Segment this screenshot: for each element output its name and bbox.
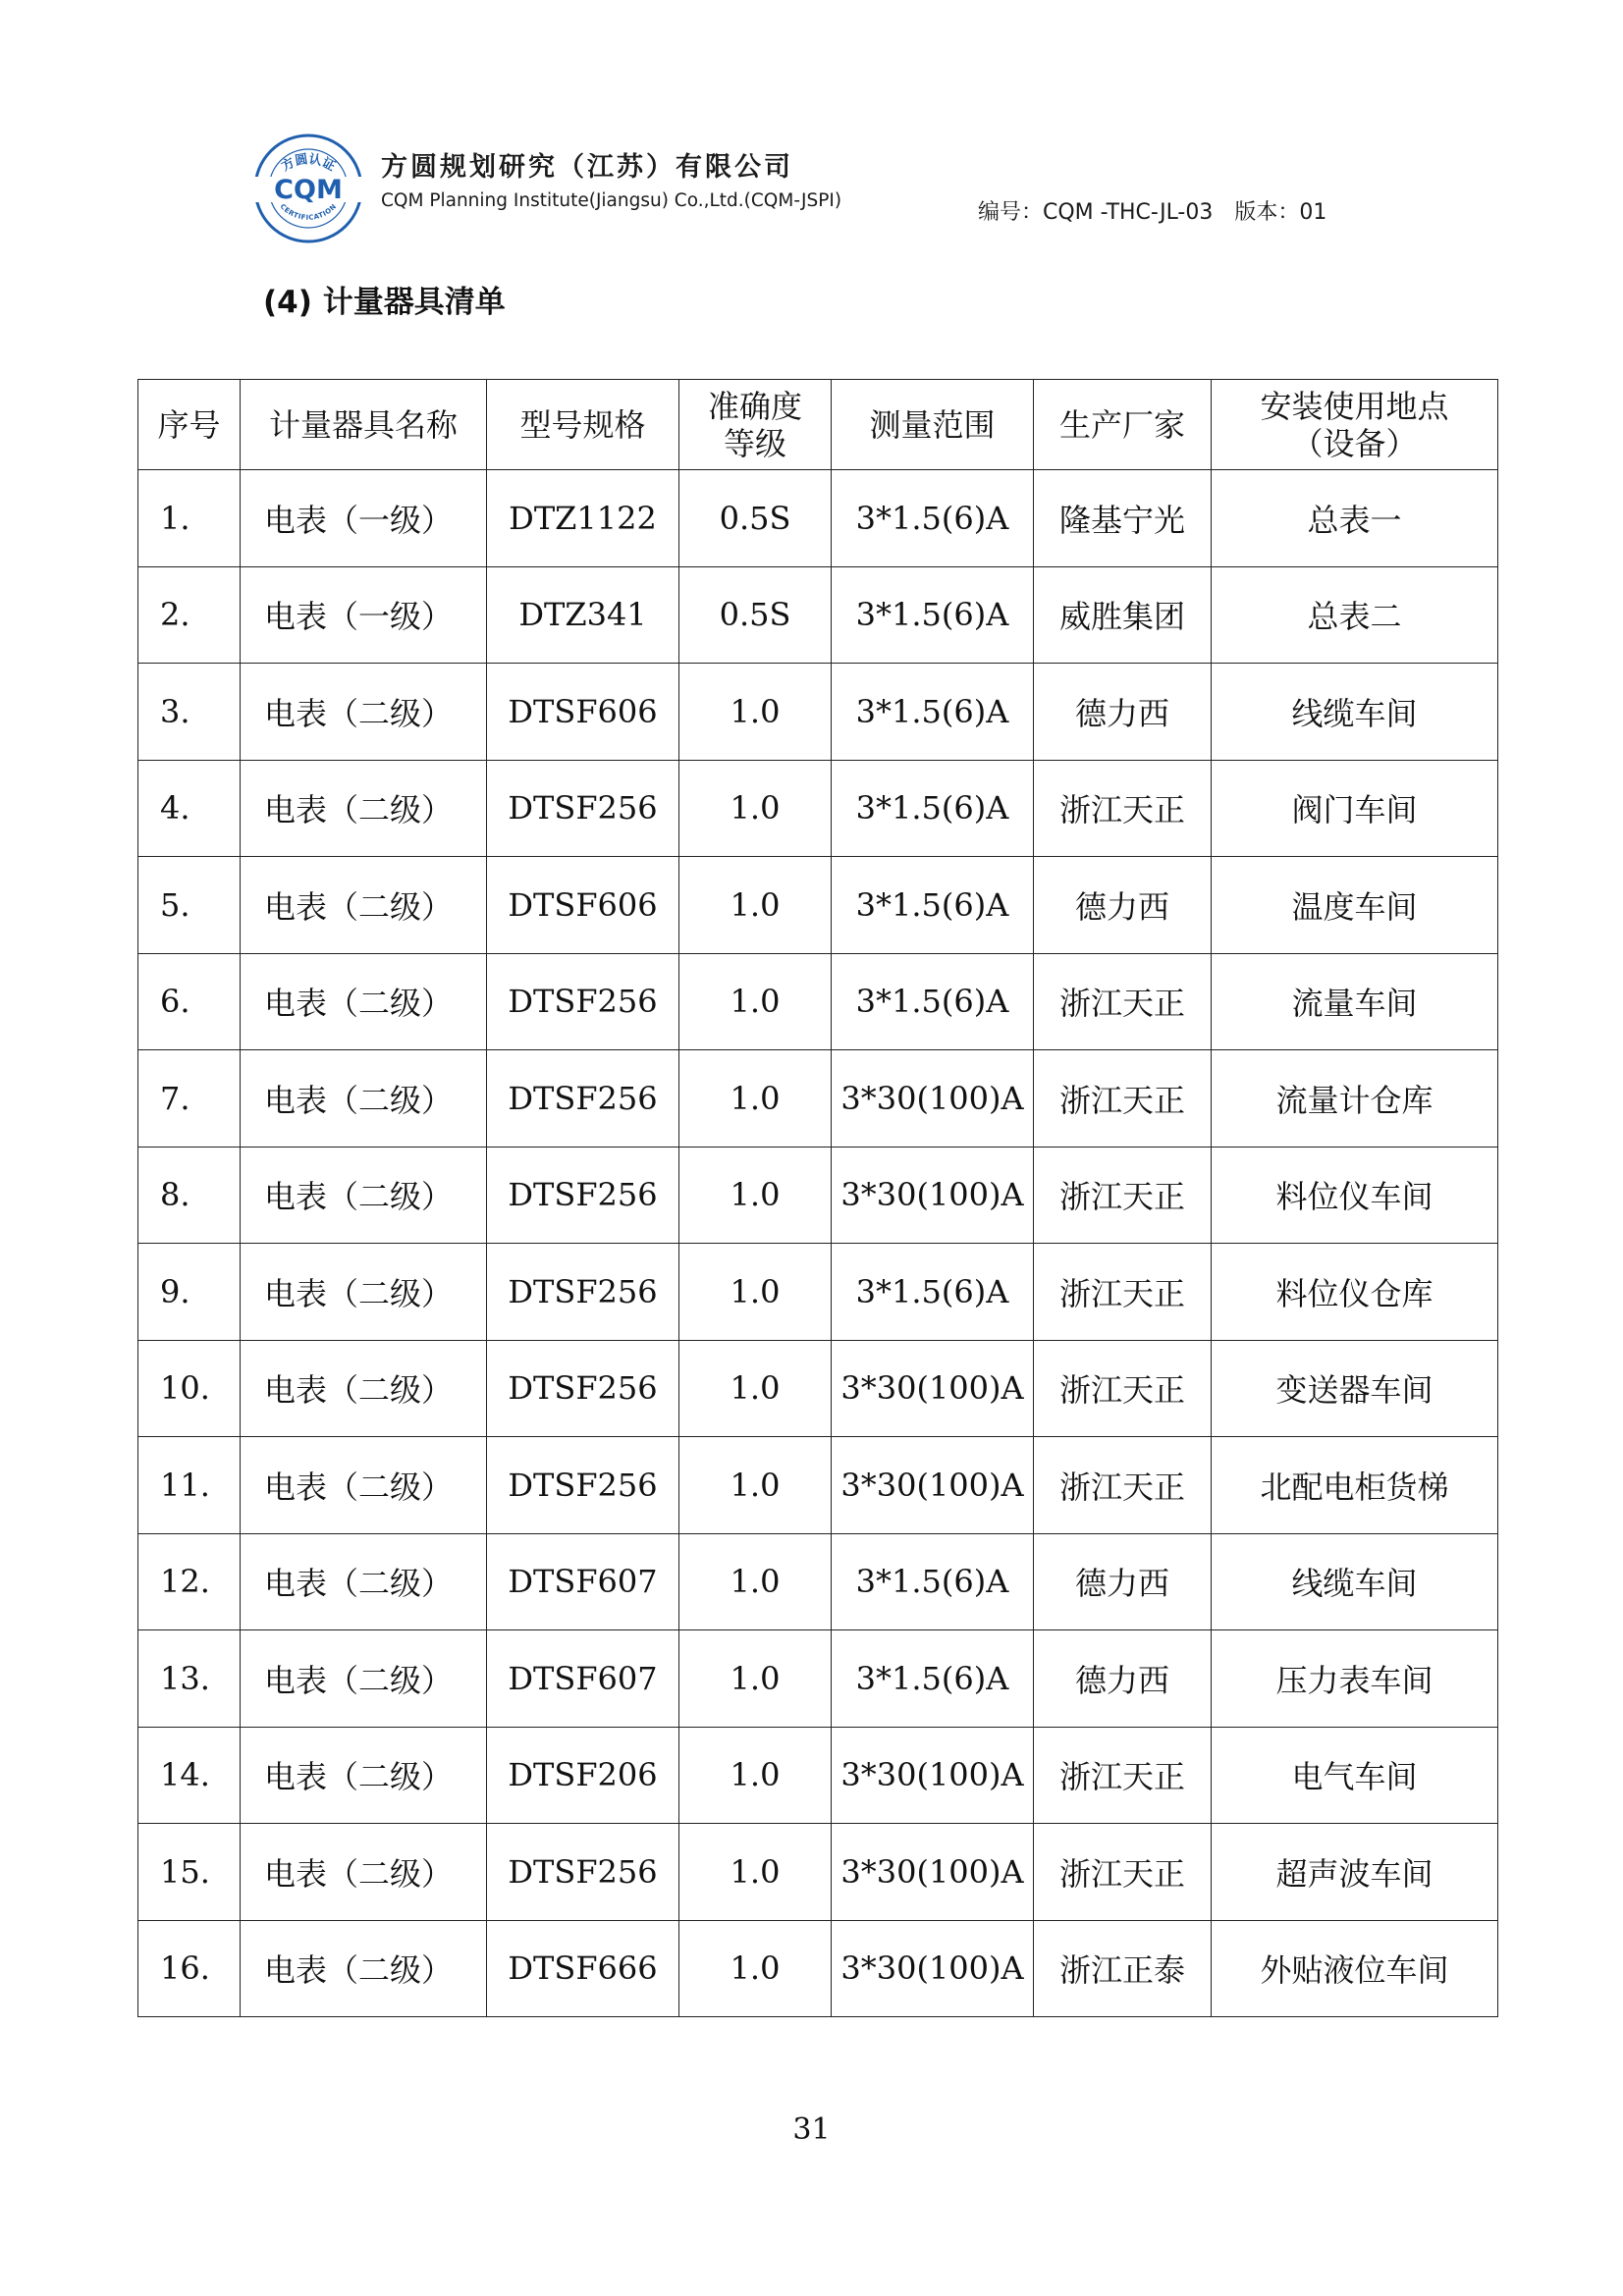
cell-range: 3*1.5(6)A xyxy=(832,760,1034,857)
cell-accuracy: 1.0 xyxy=(679,1147,832,1244)
cell-model: DTZ1122 xyxy=(487,470,679,567)
cell-model: DTSF256 xyxy=(487,1244,679,1341)
cell-manufacturer: 浙江天正 xyxy=(1034,1244,1212,1341)
cell-no: 15. xyxy=(138,1824,241,1921)
cell-no: 6. xyxy=(138,953,241,1050)
company-name-en: CQM Planning Institute(Jiangsu) Co.,Ltd.(CQM-JSPI) xyxy=(381,190,842,211)
cell-location: 温度车间 xyxy=(1212,857,1498,954)
table-row xyxy=(138,470,1498,567)
cell-manufacturer: 德力西 xyxy=(1034,1533,1212,1630)
cell-model: DTSF256 xyxy=(487,760,679,857)
cell-no: 9. xyxy=(138,1244,241,1341)
column-header-location xyxy=(1212,380,1498,470)
cell-model: DTSF256 xyxy=(487,1437,679,1534)
cell-range: 3*1.5(6)A xyxy=(832,953,1034,1050)
cell-model: DTSF256 xyxy=(487,1340,679,1437)
header-line: 型号规格 xyxy=(519,405,646,444)
logo-bottom-text: CERTIFICATION xyxy=(278,202,339,222)
header-line: 计量器具名称 xyxy=(268,405,458,444)
cell-name: 电表（二级） xyxy=(241,1340,487,1437)
cell-model: DTSF607 xyxy=(487,1630,679,1728)
cell-location: 总表一 xyxy=(1212,470,1498,567)
column-header-accuracy xyxy=(679,380,832,470)
cell-manufacturer: 浙江天正 xyxy=(1034,953,1212,1050)
table-row xyxy=(138,1050,1498,1148)
cell-no: 14. xyxy=(138,1727,241,1824)
cell-model: DTSF606 xyxy=(487,857,679,954)
cell-model: DTSF256 xyxy=(487,953,679,1050)
cell-manufacturer: 威胜集团 xyxy=(1034,566,1212,664)
table-row xyxy=(138,1244,1498,1341)
cell-name: 电表（二级） xyxy=(241,1533,487,1630)
cell-location: 流量车间 xyxy=(1212,953,1498,1050)
logo-arc-text: 方圆认证 xyxy=(279,152,338,175)
cell-accuracy: 1.0 xyxy=(679,1920,832,2017)
cell-accuracy: 1.0 xyxy=(679,1533,832,1630)
column-header-manufacturer xyxy=(1034,380,1212,470)
cell-name: 电表（二级） xyxy=(241,1824,487,1921)
cell-range: 3*30(100)A xyxy=(832,1920,1034,2017)
table-row xyxy=(138,1340,1498,1437)
section-title: (4) 计量器具清单 xyxy=(263,285,506,320)
measuring-instruments-table xyxy=(137,379,1498,2017)
header-line: 序号 xyxy=(157,405,221,444)
cell-location: 压力表车间 xyxy=(1212,1630,1498,1728)
cell-name: 电表（二级） xyxy=(241,1050,487,1148)
table-row xyxy=(138,1630,1498,1728)
cell-no: 16. xyxy=(138,1920,241,2017)
cell-model: DTSF256 xyxy=(487,1147,679,1244)
cell-accuracy: 1.0 xyxy=(679,1630,832,1728)
header-line: 等级 xyxy=(723,424,786,462)
cell-manufacturer: 浙江天正 xyxy=(1034,1727,1212,1824)
cell-no: 8. xyxy=(138,1147,241,1244)
cell-accuracy: 0.5S xyxy=(679,470,832,567)
cell-location: 外贴液位车间 xyxy=(1212,1920,1498,2017)
cell-manufacturer: 浙江天正 xyxy=(1034,1050,1212,1148)
cell-location: 超声波车间 xyxy=(1212,1824,1498,1921)
cell-no: 5. xyxy=(138,857,241,954)
cell-accuracy: 1.0 xyxy=(679,1824,832,1921)
cell-manufacturer: 浙江正泰 xyxy=(1034,1920,1212,2017)
cell-location: 变送器车间 xyxy=(1212,1340,1498,1437)
cell-range: 3*1.5(6)A xyxy=(832,470,1034,567)
table-row xyxy=(138,1437,1498,1534)
cell-location: 料位仪车间 xyxy=(1212,1147,1498,1244)
cell-no: 7. xyxy=(138,1050,241,1148)
cell-range: 3*30(100)A xyxy=(832,1050,1034,1148)
cell-location: 流量计仓库 xyxy=(1212,1050,1498,1148)
cell-accuracy: 1.0 xyxy=(679,1727,832,1824)
cell-manufacturer: 德力西 xyxy=(1034,857,1212,954)
cell-name: 电表（二级） xyxy=(241,1630,487,1728)
cell-location: 线缆车间 xyxy=(1212,664,1498,761)
table-row xyxy=(138,566,1498,664)
cell-accuracy: 1.0 xyxy=(679,1437,832,1534)
cell-name: 电表（二级） xyxy=(241,664,487,761)
page-number: 31 xyxy=(792,2112,831,2147)
cell-no: 4. xyxy=(138,760,241,857)
header-line: 测量范围 xyxy=(869,405,996,444)
column-header-no xyxy=(138,380,241,470)
cell-name: 电表（二级） xyxy=(241,1147,487,1244)
column-header-range xyxy=(832,380,1034,470)
cell-model: DTZ341 xyxy=(487,566,679,664)
cell-location: 电气车间 xyxy=(1212,1727,1498,1824)
cell-manufacturer: 浙江天正 xyxy=(1034,1147,1212,1244)
table-row xyxy=(138,760,1498,857)
cell-range: 3*1.5(6)A xyxy=(832,566,1034,664)
table-row xyxy=(138,1824,1498,1921)
cell-accuracy: 1.0 xyxy=(679,1340,832,1437)
cell-accuracy: 1.0 xyxy=(679,953,832,1050)
cell-accuracy: 0.5S xyxy=(679,566,832,664)
table-body xyxy=(138,470,1498,2017)
table-row xyxy=(138,1920,1498,2017)
cell-range: 3*30(100)A xyxy=(832,1727,1034,1824)
cell-manufacturer: 浙江天正 xyxy=(1034,1437,1212,1534)
cell-model: DTSF606 xyxy=(487,664,679,761)
table-row xyxy=(138,1727,1498,1824)
cell-no: 13. xyxy=(138,1630,241,1728)
cell-name: 电表（二级） xyxy=(241,1244,487,1341)
cell-range: 3*30(100)A xyxy=(832,1147,1034,1244)
cell-name: 电表（二级） xyxy=(241,857,487,954)
table-row xyxy=(138,953,1498,1050)
cell-location: 北配电柜货梯 xyxy=(1212,1437,1498,1534)
cell-range: 3*1.5(6)A xyxy=(832,1244,1034,1341)
cell-manufacturer: 浙江天正 xyxy=(1034,1340,1212,1437)
cell-range: 3*1.5(6)A xyxy=(832,664,1034,761)
cell-accuracy: 1.0 xyxy=(679,1050,832,1148)
cell-range: 3*30(100)A xyxy=(832,1824,1034,1921)
cell-name: 电表（二级） xyxy=(241,1727,487,1824)
cell-manufacturer: 浙江天正 xyxy=(1034,1824,1212,1921)
header-line: 安装使用地点 xyxy=(1260,387,1449,425)
cell-model: DTSF256 xyxy=(487,1050,679,1148)
table-row xyxy=(138,857,1498,954)
cell-range: 3*30(100)A xyxy=(832,1437,1034,1534)
header-line: （设备） xyxy=(1291,424,1418,462)
cell-model: DTSF607 xyxy=(487,1533,679,1630)
header-line: 生产厂家 xyxy=(1058,405,1185,444)
cell-name: 电表（一级） xyxy=(241,470,487,567)
cell-model: DTSF256 xyxy=(487,1824,679,1921)
table-row xyxy=(138,1147,1498,1244)
cell-no: 10. xyxy=(138,1340,241,1437)
cell-no: 1. xyxy=(138,470,241,567)
cell-manufacturer: 隆基宁光 xyxy=(1034,470,1212,567)
cell-name: 电表（二级） xyxy=(241,1920,487,2017)
cell-manufacturer: 德力西 xyxy=(1034,1630,1212,1728)
cell-manufacturer: 德力西 xyxy=(1034,664,1212,761)
cell-location: 阀门车间 xyxy=(1212,760,1498,857)
cell-range: 3*30(100)A xyxy=(832,1340,1034,1437)
logo-initials: CQM xyxy=(274,175,343,205)
table-row xyxy=(138,664,1498,761)
cell-no: 2. xyxy=(138,566,241,664)
cell-no: 12. xyxy=(138,1533,241,1630)
company-logo xyxy=(251,132,365,245)
table-header-row xyxy=(138,380,1498,470)
cell-location: 总表二 xyxy=(1212,566,1498,664)
cell-model: DTSF666 xyxy=(487,1920,679,2017)
cell-model: DTSF206 xyxy=(487,1727,679,1824)
cell-accuracy: 1.0 xyxy=(679,857,832,954)
document-code: 编号：CQM -THC-JL-03 版本：01 xyxy=(978,200,1327,225)
cell-accuracy: 1.0 xyxy=(679,664,832,761)
cell-range: 3*1.5(6)A xyxy=(832,857,1034,954)
cell-name: 电表（二级） xyxy=(241,1437,487,1534)
cell-no: 11. xyxy=(138,1437,241,1534)
cell-location: 料位仪仓库 xyxy=(1212,1244,1498,1341)
table-row xyxy=(138,1533,1498,1630)
cell-accuracy: 1.0 xyxy=(679,760,832,857)
cell-location: 线缆车间 xyxy=(1212,1533,1498,1630)
company-name-cn: 方圆规划研究（江苏）有限公司 xyxy=(381,152,793,183)
cell-range: 3*1.5(6)A xyxy=(832,1630,1034,1728)
cell-accuracy: 1.0 xyxy=(679,1244,832,1341)
cell-manufacturer: 浙江天正 xyxy=(1034,760,1212,857)
column-header-name xyxy=(241,380,487,470)
column-header-model xyxy=(487,380,679,470)
cell-range: 3*1.5(6)A xyxy=(832,1533,1034,1630)
cell-name: 电表（二级） xyxy=(241,760,487,857)
header-line: 准确度 xyxy=(707,387,802,425)
cell-name: 电表（二级） xyxy=(241,953,487,1050)
cell-name: 电表（一级） xyxy=(241,566,487,664)
cell-no: 3. xyxy=(138,664,241,761)
